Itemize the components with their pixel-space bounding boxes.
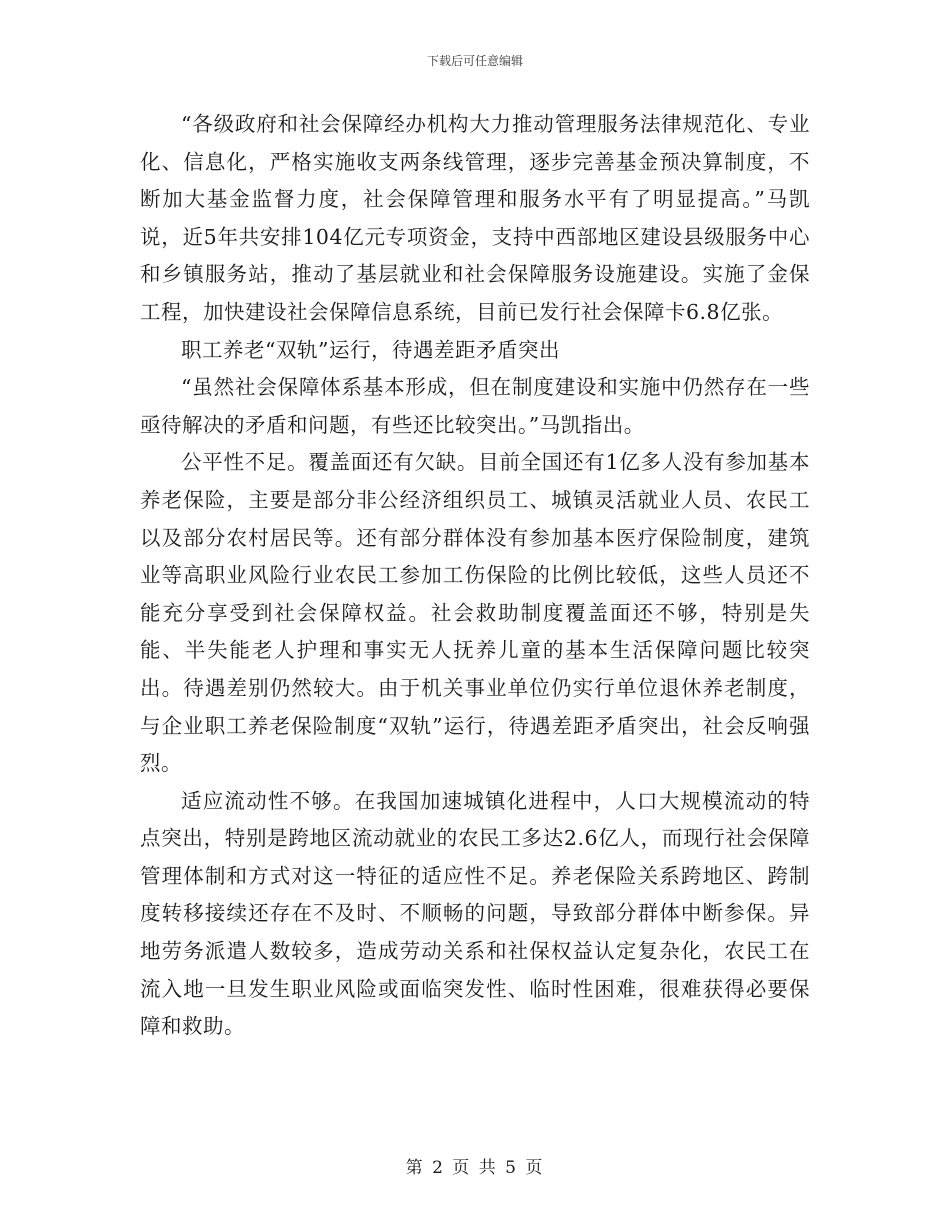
paragraph-3: 公平性不足。覆盖面还有欠缺。目前全国还有1亿多人没有参加基本养老保险，主要是部分非公经济组织员工、城镇灵活就业人员、农民工以及部分农村居民等。还有部分群体没有参加基本医疗保险制度，建筑业等高职业风险行业农民工参加工伤保险的比例比较低，这些人员还不能充分享受到社会保障权益。社会救助制度覆盖面还不够，特别是失能、半失能老人护理和事实无人抚养儿童的基本生活保障问题比较突出。待遇差别仍然较大。由于机关事业单位仍实行单位退休养老制度，与企业职工养老保险制度“双轨”运行，待遇差距矛盾突出，社会反响强烈。	[140, 450, 810, 776]
paragraph-1: “各级政府和社会保障经办机构大力推动管理服务法律规范化、专业化、信息化，严格实施收支两条线管理，逐步完善基金预决算制度，不断加大基金监督力度，社会保障管理和服务水平有了明显提高。”马凯说，近5年共安排104亿元专项资金，支持中西部地区建设县级服务中心和乡镇服务站，推动了基层就业和社会保障服务设施建设。实施了金保工程，加快建设社会保障信息系统，目前已发行社会保障卡6.8亿张。	[140, 112, 810, 324]
document-body	[140, 106, 810, 1046]
paragraph-4: 适应流动性不够。在我国加速城镇化进程中，人口大规模流动的特点突出，特别是跨地区流动就业的农民工多达2.6亿人，而现行社会保障管理体制和方式对这一特征的适应性不足。养老保险关系跨地区、跨制度转移接续还存在不及时、不顺畅的问题，导致部分群体中断参保。异地劳务派遣人数较多，造成劳动关系和社保权益认定复杂化，农民工在流入地一旦发生职业风险或面临突发性、临时性困难，很难获得必要保障和救助。	[140, 788, 810, 1039]
paragraph-2: “虽然社会保障体系基本形成，但在制度建设和实施中仍然存在一些亟待解决的矛盾和问题，有些还比较突出。”马凯指出。	[140, 375, 810, 437]
section-heading: 职工养老“双轨”运行，待遇差距矛盾突出	[181, 337, 560, 362]
page-header: 下载后可任意编辑	[426, 54, 523, 68]
page-number-footer: 第 2 页 共 5 页	[405, 1158, 545, 1178]
